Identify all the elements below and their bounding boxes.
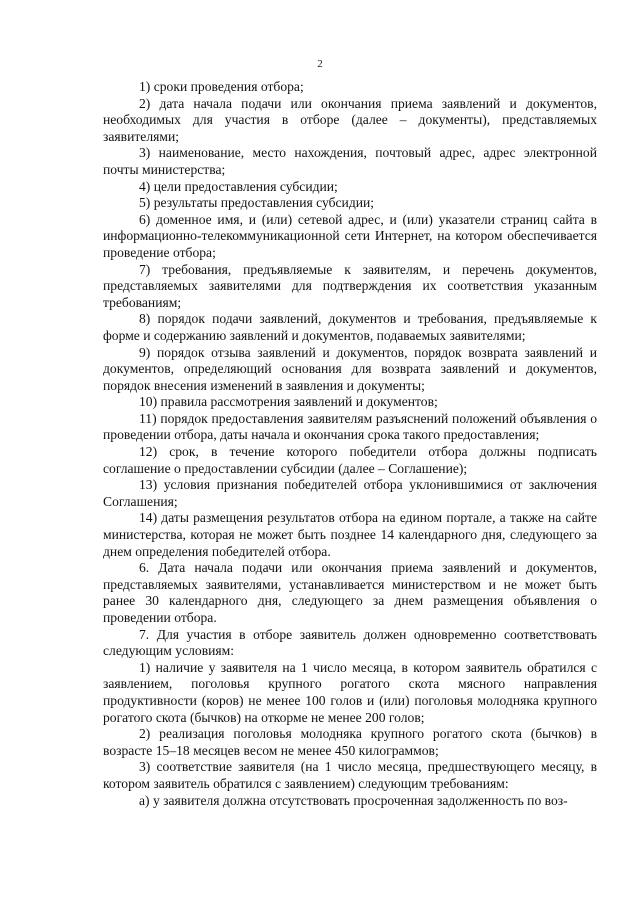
paragraph: 11) порядок предоставления заявителям разъяснений положений объявления о проведении отбора, даты начала и окончания срока такого предоставления; <box>103 410 597 443</box>
page-number: 2 <box>317 58 323 70</box>
paragraph: 8) порядок подачи заявлений, документов и требования, предъявляемые к форме и содержанию заявлений и документов, подаваемых заявителями; <box>103 311 597 343</box>
document-body <box>103 79 597 809</box>
paragraph: 6) доменное имя, и (или) сетевой адрес, и (или) указатели страниц сайта в информационно-телекоммуникационной сети Интернет, на котором обеспечивается проведение отбора; <box>103 211 597 260</box>
paragraph: 2) реализация поголовья молодняка крупного рогатого скота (бычков) в возрасте 15–18 месяцев весом не менее 450 килограммов; <box>103 726 597 758</box>
paragraph: 7) требования, предъявляемые к заявителям, и перечень документов, представляемых заявителями для подтверждения их соответствия указанным требованиям; <box>103 261 597 310</box>
paragraph: 12) срок, в течение которого победители отбора должны подписать соглашение о предоставлении субсидии (далее – Соглашение); <box>103 444 597 476</box>
paragraph: 6. Дата начала подачи или окончания приема заявлений и документов, представляемых заявителями, устанавливается министерством и не может быть ранее 30 календарного дня, следующего за днем размещения объявления о проведении отбора. <box>103 560 597 625</box>
paragraph: 1) наличие у заявителя на 1 число месяца, в котором заявитель обратился с заявлением, поголовья крупного рогатого скота мясного направления продуктивности (коров) не менее 100 голов и (или) поголовья молодняка крупного рогатого скота (бычков) на откорме не менее 200 голов; <box>103 659 597 725</box>
paragraph: 9) порядок отзыва заявлений и документов, порядок возврата заявлений и документов, определяющий основания для возврата заявлений и документов, порядок внесения изменений в заявления и документы; <box>103 344 597 393</box>
paragraph: 13) условия признания победителей отбора уклонившимися от заключения Соглашения; <box>103 477 597 509</box>
paragraph: 5) результаты предоставления субсидии; <box>139 195 375 211</box>
paragraph: 14) даты размещения результатов отбора на едином портале, а также на сайте министерства, которая не может быть позднее 14 календарного дня, следующего за днем определения победителей отбора. <box>103 510 597 559</box>
paragraph: 10) правила рассмотрения заявлений и документов; <box>139 394 438 410</box>
paragraph: 2) дата начала подачи или окончания приема заявлений и документов, необходимых для участия в отборе (далее – документы), представляемых заявителями; <box>103 95 597 144</box>
paragraph: 3) соответствие заявителя (на 1 число месяца, предшествующего месяцу, в котором заявитель обратился с заявлением) следующим требованиям: <box>103 759 597 791</box>
paragraph: а) у заявителя должна отсутствовать просроченная задолженность по воз- <box>139 792 568 808</box>
paragraph: 1) сроки проведения отбора; <box>139 79 304 94</box>
paragraph: 7. Для участия в отборе заявитель должен одновременно соответствовать следующим условиям: <box>103 626 597 659</box>
paragraph: 4) цели предоставления субсидии; <box>139 178 338 194</box>
paragraph: 3) наименование, место нахождения, почтовый адрес, адрес электронной почты министерства; <box>103 145 597 177</box>
